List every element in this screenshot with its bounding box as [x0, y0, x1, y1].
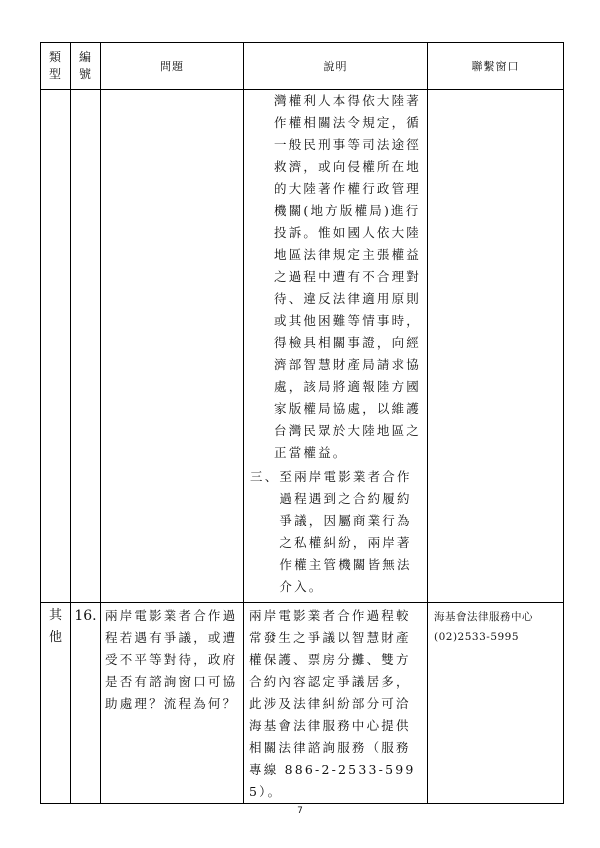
explanation-16-text: 兩岸電影業者合作過程較常發生之爭議以智慧財產權保護、票房分攤、雙方合約內容認定爭議居多，此涉及法律糾紛部分可洽海基會法律服務中心提供相關法律諮詢服務（服務專線 886-2-2533-5995）。 — [249, 608, 416, 799]
cell-contact-16 — [428, 603, 564, 804]
header-number-line-2: 號 — [78, 67, 92, 81]
category-line-2: 他 — [48, 630, 62, 645]
header-category — [41, 43, 71, 90]
cell-question-empty — [101, 90, 244, 603]
header-category-line-1: 類 — [48, 50, 62, 64]
explanation-item-3 — [244, 466, 427, 602]
item-3-text: 至兩岸電影業者合作過程遇到之合約履約爭議，因屬商業行為之私權糾紛，兩岸著作權主管機關皆無法介入。 — [279, 469, 412, 594]
header-row — [41, 43, 564, 90]
cell-contact-empty — [428, 90, 564, 603]
item-3-number: 三、 — [250, 469, 280, 484]
contact-name: 海基會法律服務中心 — [434, 611, 533, 623]
cell-explanation-continued — [244, 90, 428, 603]
cell-number-empty — [71, 90, 101, 603]
cell-question-16 — [101, 603, 244, 804]
table-row-16 — [41, 603, 564, 804]
header-contact: 聯繫窗口 — [428, 43, 564, 90]
faq-table — [40, 42, 564, 804]
cell-category-other — [41, 603, 71, 804]
page-number: 7 — [297, 806, 303, 816]
category-line-1: 其 — [48, 608, 62, 623]
header-number — [71, 43, 101, 90]
explanation-continued-text: 灣權利人本得依大陸著作權相關法令規定，循一般民刑事等司法途徑救濟，或向侵權所在地的大陸著作權行政管理機關(地方版權局)進行投訴。惟如國人依大陸地區法律規定主張權益之過程中遭有不合理對待、違反法律適用原則或其他困難等情事時，得檢具相關事證，向經濟部智慧財產局請求協處，該局將適報陸方國家版權局協處，以維護台灣民眾於大陸地區之正當權益。 — [274, 93, 422, 460]
header-number-line-1: 編 — [78, 50, 92, 64]
question-16-text: 兩岸電影業者合作過程若遇有爭議，或遭受不平等對待，政府是否有諮詢窗口可協助處理？流程為何？ — [105, 608, 238, 711]
header-question: 問題 — [101, 43, 244, 90]
header-category-line-2: 型 — [48, 67, 62, 81]
cell-explanation-16 — [244, 603, 428, 804]
cell-category-empty — [41, 90, 71, 603]
header-explanation: 說明 — [244, 43, 428, 90]
table-row-continued — [41, 90, 564, 603]
cell-number-16: 16. — [71, 603, 101, 804]
contact-phone: (02)2533-5995 — [434, 631, 520, 643]
contact-16 — [428, 603, 563, 647]
